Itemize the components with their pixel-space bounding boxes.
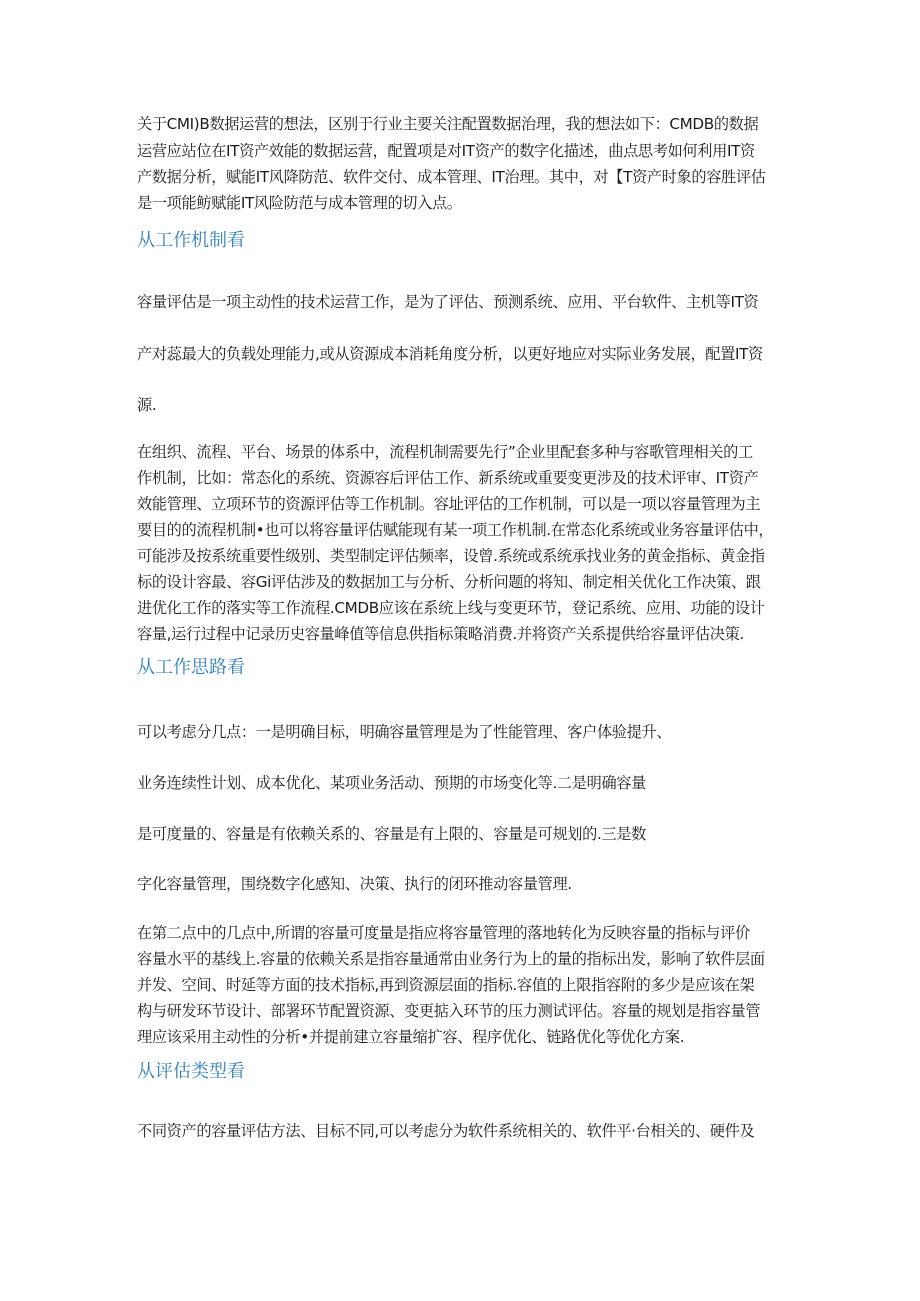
intro-line-2: 运营应站位在IT资产效能的数据运营，配置项是对IT资产的数字化描述，曲点思考如何利用IT资 <box>137 142 755 160</box>
section2-para1-line-3: 是可度量的、容量是有依赖关系的、容量是有上限的、容量是可规划的.三是数 <box>137 825 646 843</box>
section1-para2-line-5: 可能涉及按系统重要性级别、类型制定评估频率，设曾.系统或系统承找业务的黄金指标、黄金指 <box>137 547 765 565</box>
section2-para1-line-2: 业务连续性计划、成本优化、某项业务活动、预期的市场变化等.二是明确容量 <box>137 774 646 792</box>
section1-para2-line-8: 容量,运行过程中记录历史容量峰值等信息供指标策略消费.并将资产关系提供给容量评估决策. <box>137 625 744 643</box>
section-heading-assessment-types: 从评估类型看 <box>137 1061 245 1082</box>
intro-line-4: 是一项能鲂赋能IT风险防范与成本管理的切入点。 <box>137 194 462 212</box>
section1-para1-line-1: 容量评估是一项主动性的技术运营工作，是为了评估、预测系统、应用、平台软件、主机等IT资 <box>137 293 759 311</box>
section-heading-work-approach: 从工作思路看 <box>137 657 245 678</box>
section1-para2-line-1: 在组织、流程、平台、场景的体系中，流程机制需要先行”企业里配套多种与容歌管理相关的工 <box>137 443 753 461</box>
section2-para1-line-1: 可以考虑分几点：一是明确目标，明确容量管理是为了性能管理、客户体验提升、 <box>137 723 672 741</box>
section1-para2-line-3: 效能管理、立项环节的资源评估等工作机制。容址评估的工作机制，可以是一项以容量管理为主 <box>137 495 761 513</box>
section2-para2-line-4: 构与研发环节设计、部署环节配置资源、变更掂入环节的压力测试评估。容量的规划是指容量管 <box>137 1002 761 1020</box>
section2-para1-line-4: 字化容量管理，围绕数字化感知、决策、执行的闭环推动容量管理. <box>137 875 572 893</box>
section1-para2-line-2: 作机制，比如：常态化的系统、资源容后评估工作、新系统或重要变更涉及的技术评审、IT资产 <box>137 469 759 487</box>
intro-line-1: 关于CMI)B数据运营的想法，区别于行业主要关注配置数据治理，我的想法如下：CMDB的数据 <box>137 115 759 133</box>
section2-para2-line-3: 并发、空间、时延等方面的技术指标,再到资源层面的指标.容值的上限指容附的多少是应该在架 <box>137 976 755 994</box>
section2-para2-line-2: 容量水平的基线上.容量的依赖关系是指容量通常由业务行为上的量的指标出发，影响了软件层面 <box>137 950 765 968</box>
section3-para1-line-1: 不同资产的容量评估方法、目标不同,可以考虑分为软件系统相关的、软件平·台相关的、硬件及 <box>137 1122 755 1140</box>
section1-para2-line-7: 进优化工作的落实等工作流程.CMDB应该在系统上线与变更环节，登记系统、应用、功能的设计 <box>137 599 765 617</box>
section1-para2-line-4: 要目的的流程机制•也可以将容量评估赋能现有某一项工作机制.在常态化系统或业务容量评估中， <box>137 521 774 539</box>
section2-para2-line-1: 在第二点中的几点中,所谓的容量可度量是指应将容量管理的落地转化为反映容量的指标与评价 <box>137 924 750 942</box>
section2-para2-line-5: 理应该采用主动性的分析•并提前建立容量缩扩容、程序优化、链路优化等优化方案. <box>137 1028 685 1046</box>
intro-line-3: 产数据分析，赋能IT风降防范、软件交付、成本管理、IT治理。其中，对【T资产时象的容胜评估 <box>137 168 766 186</box>
section-heading-work-mechanism: 从工作机制看 <box>137 230 245 251</box>
section1-para2-line-6: 标的设计容最、容Gi评估涉及的数据加工与分析、分析问题的将知、制定相关优化工作决策、跟 <box>137 573 761 591</box>
section1-para1-line-3: 源. <box>137 396 157 414</box>
section1-para1-line-2: 产对蕊最大的负载处理能力,或从资源成本消耗角度分析，以更好地应对实际业务发展，配置IT资 <box>137 345 763 363</box>
